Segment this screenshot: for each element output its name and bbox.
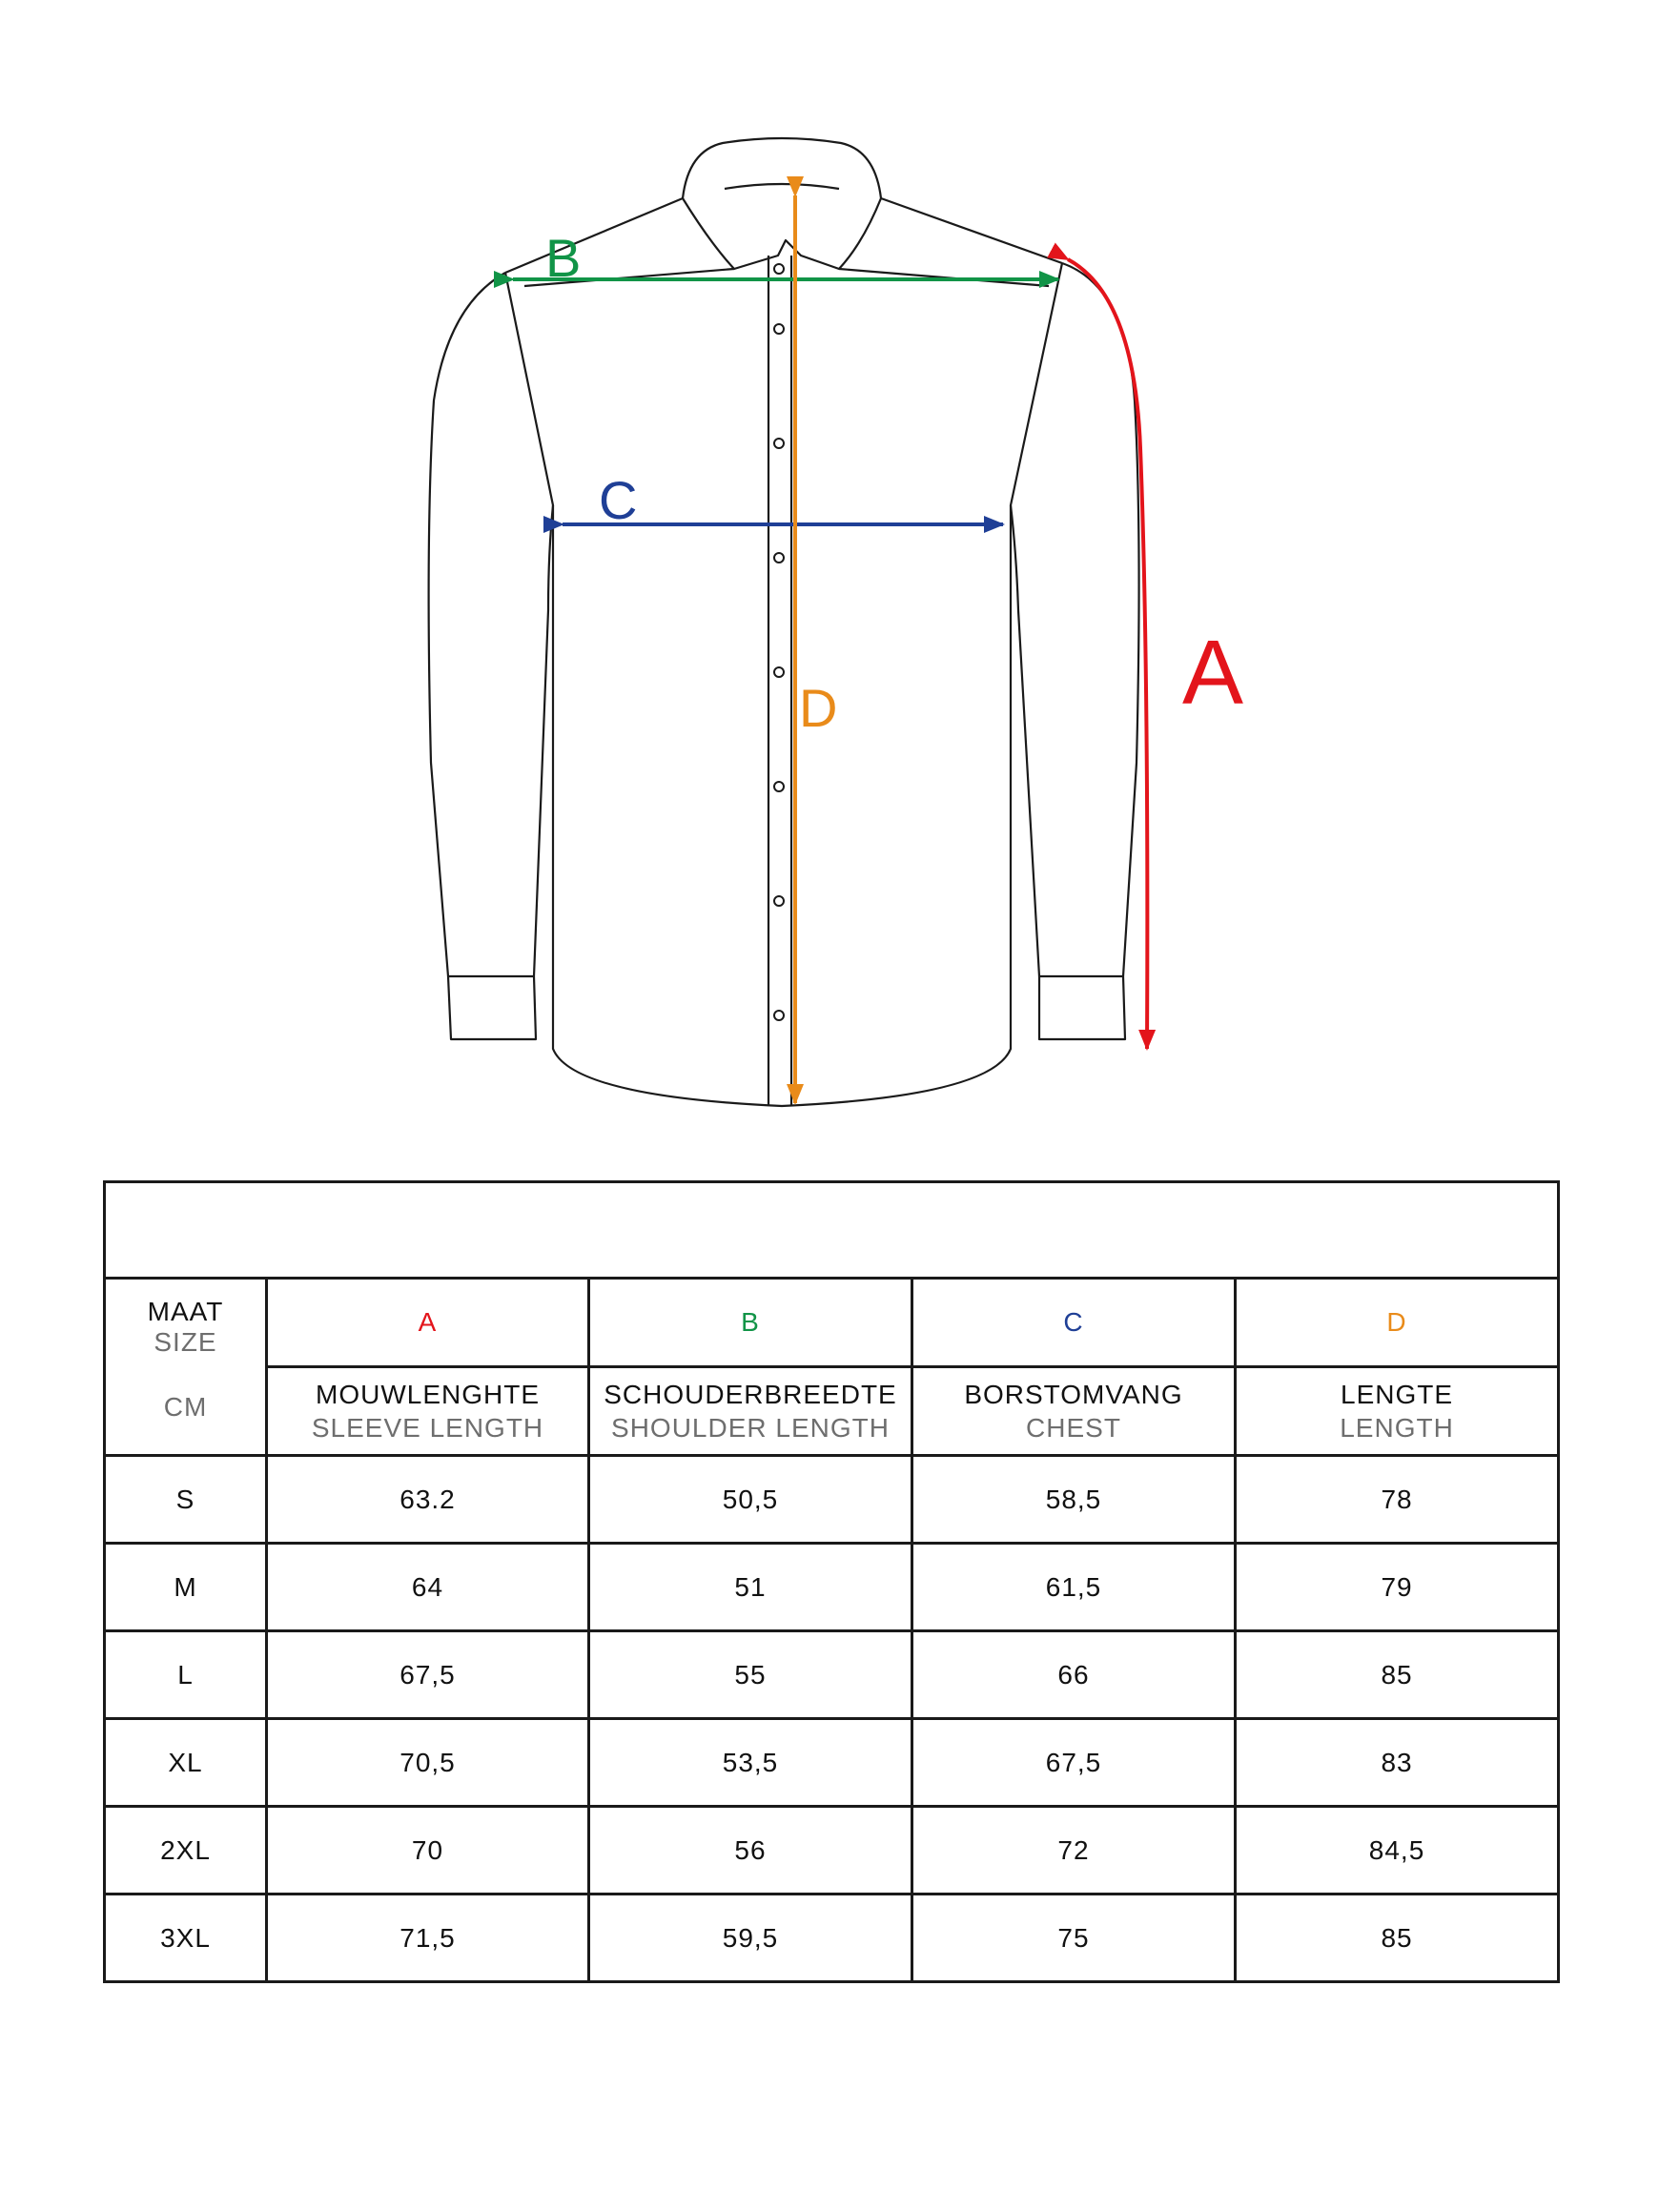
value-cell: 70,5 [267, 1719, 589, 1807]
column-name-c-en: CHEST [1026, 1413, 1121, 1443]
column-name-b-en: SHOULDER LENGTH [611, 1413, 890, 1443]
value-cell: 59,5 [589, 1895, 912, 1982]
label-b: B [545, 228, 582, 288]
size-cell: 3XL [105, 1895, 267, 1982]
size-cell: S [105, 1456, 267, 1544]
size-cell: L [105, 1631, 267, 1719]
value-cell: 56 [589, 1807, 912, 1895]
table-row [105, 1807, 1559, 1895]
column-name-c [912, 1367, 1236, 1456]
size-table [103, 1180, 1560, 1983]
shirt-outline [429, 138, 1139, 1106]
table-row [105, 1895, 1559, 1982]
column-letter-c: C [912, 1279, 1236, 1367]
column-name-b [589, 1367, 912, 1456]
value-cell: 61,5 [912, 1544, 1236, 1631]
column-name-d-nl: LENGTE [1341, 1380, 1454, 1409]
label-d: D [799, 678, 838, 738]
column-name-b-nl: SCHOUDERBREEDTE [604, 1380, 897, 1409]
caption-row [105, 1182, 1559, 1279]
size-header-en: SIZE [154, 1327, 217, 1357]
value-cell: 66 [912, 1631, 1236, 1719]
table-caption [105, 1182, 1559, 1279]
column-name-a-en: SLEEVE LENGTH [311, 1413, 544, 1443]
button-column [774, 264, 784, 1020]
size-cell: XL [105, 1719, 267, 1807]
column-name-d-en: LENGTH [1340, 1413, 1454, 1443]
table-row [105, 1544, 1559, 1631]
column-name-d [1236, 1367, 1559, 1456]
table-row [105, 1719, 1559, 1807]
value-cell: 64 [267, 1544, 589, 1631]
column-name-a-nl: MOUWLENGHTE [316, 1380, 540, 1409]
size-header-unit: CM [163, 1392, 208, 1422]
column-name-c-nl: BORSTOMVANG [964, 1380, 1183, 1409]
value-cell: 84,5 [1236, 1807, 1559, 1895]
value-cell: 55 [589, 1631, 912, 1719]
value-cell: 72 [912, 1807, 1236, 1895]
column-letter-a: A [267, 1279, 589, 1367]
size-cell: 2XL [105, 1807, 267, 1895]
column-letter-d: D [1236, 1279, 1559, 1367]
size-header-nl: MAAT [147, 1297, 224, 1326]
value-cell: 71,5 [267, 1895, 589, 1982]
size-cell: M [105, 1544, 267, 1631]
column-name-row [105, 1367, 1559, 1456]
table-row [105, 1631, 1559, 1719]
value-cell: 79 [1236, 1544, 1559, 1631]
column-name-a [267, 1367, 589, 1456]
label-c: C [599, 470, 638, 530]
value-cell: 53,5 [589, 1719, 912, 1807]
label-a: A [1182, 622, 1244, 724]
value-cell: 58,5 [912, 1456, 1236, 1544]
value-cell: 51 [589, 1544, 912, 1631]
value-cell: 63.2 [267, 1456, 589, 1544]
value-cell: 78 [1236, 1456, 1559, 1544]
value-cell: 83 [1236, 1719, 1559, 1807]
value-cell: 85 [1236, 1895, 1559, 1982]
size-header-cell [105, 1279, 267, 1456]
value-cell: 85 [1236, 1631, 1559, 1719]
value-cell: 70 [267, 1807, 589, 1895]
value-cell: 67,5 [912, 1719, 1236, 1807]
value-cell: 67,5 [267, 1631, 589, 1719]
letter-row [105, 1279, 1559, 1367]
measure-line-a [1068, 259, 1147, 1049]
value-cell: 75 [912, 1895, 1236, 1982]
value-cell: 50,5 [589, 1456, 912, 1544]
table-row [105, 1456, 1559, 1544]
column-letter-b: B [589, 1279, 912, 1367]
